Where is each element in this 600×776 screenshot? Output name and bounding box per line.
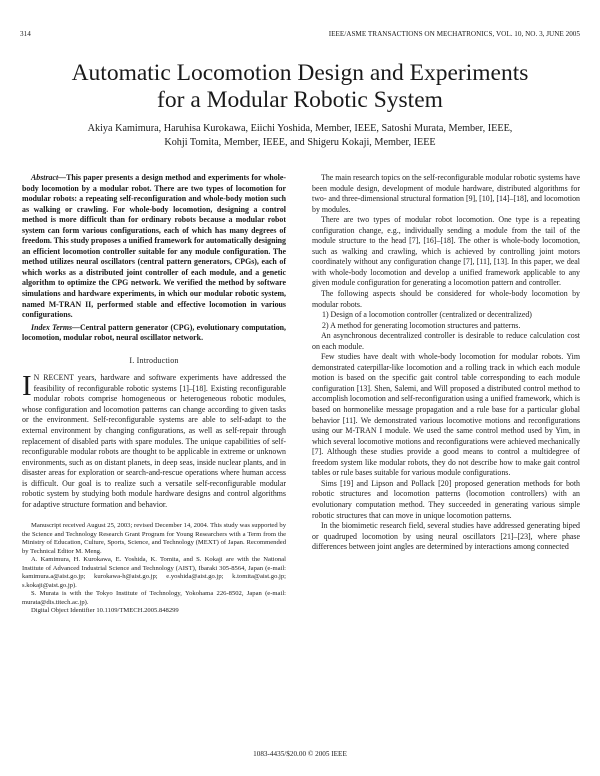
paragraph: In the biomimetic research field, several studies have addressed generating biped or quadruped locomotion by using neural oscillators [21]–[23], where phase differences between joint angles are determined by interactions among connected [312, 521, 580, 552]
intro-lead: N RECENT [33, 373, 74, 383]
paper-title [40, 60, 560, 114]
paragraph: The main research topics on the self-reconfigurable modular robotic systems have been module design, development of module hardware, distributed algorithms for two- and three-dimensional structural formation [9], [10], [14]–[18], and locomotion by modules. [312, 173, 580, 214]
list-item: 1) Design of a locomotion controller (centralized or decentralized) [322, 310, 532, 320]
copyright-footer: 1083-4435/$20.00 © 2005 IEEE [253, 750, 347, 758]
footnotes [22, 522, 286, 616]
abstract-label: Abstract— [31, 173, 67, 182]
section-heading: I. Introduction [129, 355, 179, 365]
intro-text: years, hardware and software experiments have addressed the feasibility of reconfigurable robotic systems [1]–[18]. Existing reconfigurable modular robots comprise homogeneous or heterogeneous robotic modules, whose configuration and locomotion patterns can change according to given tasks or the environment. Self-reconfigurable systems are able to self-adapt to the external environment by changing configurations, as well as self-repair through replacement of disabled parts with spare modules. The unique capabilities of self-reconfigurable modular robots are thought to be applicable in extreme or unknown environments, such as on distant planets, in deep seas, inside nuclear plants, and in disaster areas for exploration or search-and-rescue operations where human access is difficult. Our goal is to realize such a versatile self-reconfigurable modular robotic system by studying both module hardware designs and control algorithms for adaptive structure formation and behavior. [22, 373, 286, 509]
aspect-list [312, 310, 580, 331]
paragraph: The following aspects should be considered for whole-body locomotion by modular robots. [312, 289, 580, 309]
index-terms [22, 323, 286, 344]
page-number: 314 [20, 30, 31, 38]
intro-paragraph [22, 370, 286, 510]
footnote-affiliation: A. Kamimura, H. Kurokawa, E. Yoshida, K. Tomita, and S. Kokaji are with the National Institute of Advanced Industrial Science and Technology (AIST), Ibaraki 305-8564, Japan (e-mail: kamimura.a@aist.go.jp; kurokawa-h@aist.go.jp; e.yoshida@aist.go.jp; k.tomita@aist.go.jp; s.kokaji@aist.go.jp). [22, 556, 286, 589]
index-terms-label: Index Terms— [31, 322, 80, 332]
journal-header: IEEE/ASME TRANSACTIONS ON MECHATRONICS, VOL. 10, NO. 3, JUNE 2005 [328, 30, 580, 38]
paragraph: Sims [19] and Lipson and Pollack [20] proposed generation methods for both robotic structures and locomotion patterns (locomotion controllers) with an evolutionary computation method. They succeeded in generating various simple robotic structures that can move in unique locomotion patterns. [312, 478, 580, 520]
title-line-1: Automatic Locomotion Design and Experiments [71, 60, 529, 86]
authors-line-2: Kohji Tomita, Member, IEEE, and Shigeru Kokaji, Member, IEEE [164, 137, 436, 148]
paragraph: Few studies have dealt with whole-body locomotion for modular robots. Yim demonstrated caterpillar-like locomotion and a rolling track in which each module motion is based on the specific gait control table corresponding to each module configuration [13]. Shen, Salemi, and Will proposed a distributed control method to accomplish locomotion and self-reconfiguration using a unified framework, which is based on hormonelike message propagation and a rule base for a particular global behavior [11]. We demonstrated various locomotive motions and reconfigurations using our M-TRAN I module. We used the same control method used by Yim, in which several locomotive motions and reconfigurations were achieved mechanically [7]. Although these studies provide a good means to control a multidegree of freedom system like modular robots, they do not describe how to make gait control tables or rule bases suitable for various module configurations. [312, 352, 580, 478]
paragraph: There are two types of modular robot locomotion. One type is a repeating configuration change, e.g., individually sending a module from the tail of the module structure to the head [7], [16]–[18]. The other is whole-body locomotion, such as walking and crawling, which is achieved by controlling joint motors coordinately without any configuration change [7], [11], [13]. In this paper, we deal with whole-body locomotion and develop a unified framework applicable to any given module configuration for generating a locomotion pattern and controller. [312, 215, 580, 288]
left-column [22, 173, 286, 616]
abstract-text: This paper presents a design method and experiments for whole-body locomotion by a modular robot. There are two types of locomotion for modular robots: a repeating self-reconfiguration and whole-body motion such as walking or crawling. For whole-body locomotion, designing a control method is more difficult than for ordinary robots because a modular robot system can form various configurations, each of which has many degrees of freedom. This study proposes a unified framework for automatically designing an efficient locomotion controller suitable for any module configuration. The method utilizes neural oscillators (central pattern generators, CPGs), each of which works as a distributed joint controller of each module, and a genetic algorithm to optimize the CPG network. We verified the method by software simulations and hardware experiments, in which our modular robotic system, named M-TRAN II, performed stable and effective locomotion in various configurations. [22, 173, 286, 320]
footnote-murata: S. Murata is with the Tokyo Institute of Technology, Yokohama 226-8502, Japan (e-mail: murata@dis.titech.ac.jp). [22, 590, 286, 606]
author-list [60, 122, 540, 150]
abstract [22, 173, 286, 321]
right-column [312, 173, 580, 553]
drop-cap: I [22, 370, 32, 403]
index-terms-text: Central pattern generator (CPG), evolutionary computation, locomotion, modular robot, neural oscillator network. [22, 322, 287, 343]
list-item: 2) A method for generating locomotion structures and patterns. [322, 320, 521, 330]
running-header [0, 30, 600, 42]
footnote-doi: Digital Object Identifier 10.1109/TMECH.2005.848299 [31, 607, 179, 615]
paragraph: An asynchronous decentralized controller is desirable to reduce calculation cost on each module. [312, 331, 580, 351]
footnote-manuscript: Manuscript received August 25, 2003; revised December 14, 2004. This study was supported by the Science and Technology Research Grant Program for Young Researchers with a Term from the Ministry of Education, Culture, Sports, Science, and Technology (MEXT) of Japan. Recommended by Technical Editor M. Meng. [22, 522, 286, 555]
authors-line-1: Akiya Kamimura, Haruhisa Kurokawa, Eiichi Yoshida, Member, IEEE, Satoshi Murata, Member, IEEE, [87, 123, 513, 134]
title-line-2: for a Modular Robotic System [157, 87, 443, 113]
